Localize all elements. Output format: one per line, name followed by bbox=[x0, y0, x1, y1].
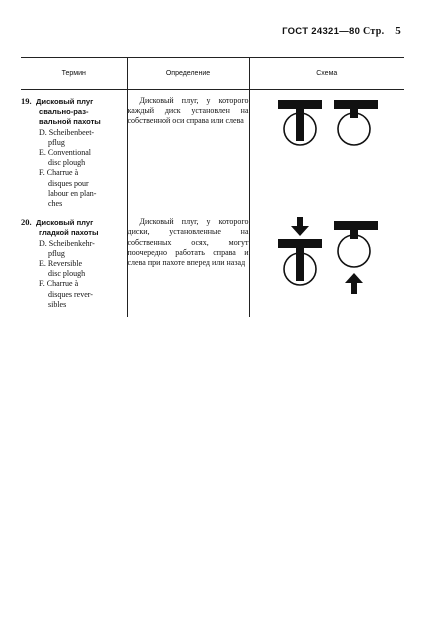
term-fr-line: sibles bbox=[48, 299, 67, 309]
term-en-line: E. Reversible bbox=[39, 259, 83, 269]
table-row bbox=[21, 90, 404, 210]
column-header-term: Термин bbox=[21, 58, 127, 90]
term-number: 19. bbox=[21, 96, 32, 106]
disc-plough-scheme-icon bbox=[250, 96, 405, 176]
term-ru-line: гладкой пахоты bbox=[39, 228, 99, 238]
term-en-line: E. Conventional bbox=[39, 148, 91, 158]
term-cell bbox=[21, 209, 127, 317]
term-fr-line: ches bbox=[48, 199, 63, 209]
term-en-line: disc plough bbox=[48, 269, 86, 279]
definition-text: Дисковый плуг, у которого каждый диск установлен на собственной оси справа или слева bbox=[127, 96, 249, 126]
disc-assembly-right bbox=[334, 221, 378, 294]
definition-cell bbox=[127, 90, 249, 210]
term-de-line: D. Scheibenbeet- bbox=[39, 127, 95, 137]
page-label: Стр. bbox=[362, 26, 385, 37]
scheme-cell bbox=[249, 90, 404, 210]
term-ru-line: свально-раз- bbox=[39, 107, 89, 117]
term-ru-line: Дисковый плуг bbox=[36, 97, 94, 106]
term-ru-line: Дисковый плуг bbox=[36, 218, 94, 228]
term-ru-line: вальной пахоты bbox=[39, 117, 101, 127]
disc-assembly-left bbox=[278, 217, 322, 285]
term-fr-line: disques pour bbox=[48, 178, 89, 188]
term-en-line: disc plough bbox=[48, 158, 86, 168]
term-number: 20. bbox=[21, 217, 32, 228]
term-fr-line: F. Charrue à bbox=[39, 168, 79, 178]
term-de-line: D. Scheibenkehr- bbox=[39, 238, 95, 248]
table-header-row bbox=[21, 58, 404, 90]
definition-text: Дисковый плуг, у которого диски, установленные на собственных осях, могут поочередно работать справа и слева при пахоте вперед или назад bbox=[127, 217, 249, 268]
term-cell bbox=[21, 90, 127, 210]
table-row bbox=[21, 209, 404, 317]
terms-table bbox=[21, 57, 404, 317]
scheme-cell bbox=[249, 209, 404, 317]
column-header-definition: Определение bbox=[127, 58, 249, 90]
term-de-line: pflug bbox=[48, 137, 65, 147]
term-fr-line: disques rever- bbox=[48, 289, 93, 299]
term-de-line: pflug bbox=[48, 248, 65, 258]
term-fr-line: F. Charrue à bbox=[39, 279, 79, 289]
page-header bbox=[282, 25, 401, 37]
disc-assembly-left bbox=[278, 100, 322, 145]
term-fr-line: labour en plan- bbox=[48, 188, 97, 198]
page-number: 5 bbox=[395, 25, 401, 37]
standard-number: ГОСТ 24321—80 bbox=[282, 26, 361, 37]
definition-cell bbox=[127, 209, 249, 317]
disc-assembly-right bbox=[334, 100, 378, 145]
reversible-disc-plough-scheme-icon bbox=[250, 217, 405, 307]
column-header-scheme: Схема bbox=[249, 58, 404, 90]
